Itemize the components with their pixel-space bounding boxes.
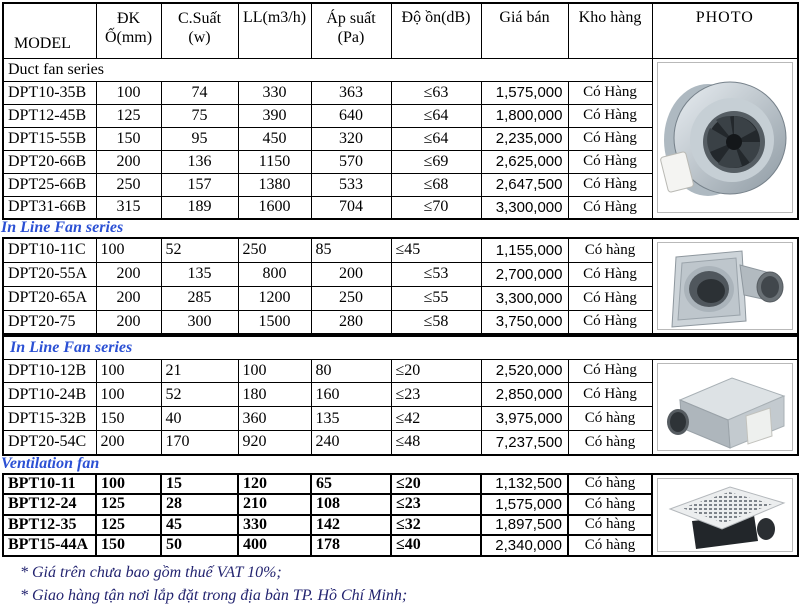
spec-cell: 640 — [311, 104, 391, 127]
centrifugal-duct-fan-icon — [658, 64, 792, 211]
col-header-line: Ố(mm) — [104, 29, 153, 46]
spec-cell: 920 — [238, 431, 311, 455]
col-header-price: Giá bán — [481, 3, 568, 58]
model-cell: BPT12-35 — [3, 515, 96, 536]
stock-cell: Có hàng — [568, 515, 652, 536]
spec-cell: ≤64 — [391, 104, 481, 127]
model-cell: DPT20-66B — [3, 150, 96, 173]
spec-cell: ≤23 — [391, 494, 481, 515]
spec-cell: 74 — [161, 81, 238, 104]
spec-cell: 50 — [161, 535, 238, 556]
spec-cell: 136 — [161, 150, 238, 173]
spec-cell: 100 — [96, 383, 161, 407]
col-header-diameter — [96, 3, 161, 58]
price-cell: 3,300,000 — [481, 286, 568, 310]
spec-cell: 180 — [238, 383, 311, 407]
section-title-inline-fan-2: In Line Fan series — [3, 336, 798, 359]
model-cell: DPT15-32B — [3, 407, 96, 431]
spec-cell: 52 — [161, 238, 238, 262]
spec-cell: 704 — [311, 196, 391, 219]
price-cell: 2,647,500 — [481, 173, 568, 196]
spec-cell: 52 — [161, 383, 238, 407]
col-header-line: (Pa) — [337, 29, 365, 46]
model-cell: DPT31-66B — [3, 196, 96, 219]
stock-cell: Có Hàng — [568, 196, 652, 219]
price-cell: 1,575,000 — [481, 81, 568, 104]
col-header-noise: Độ ồn(dB) — [391, 3, 481, 58]
stock-cell: Có hàng — [568, 407, 652, 431]
spec-cell: 200 — [96, 431, 161, 455]
price-cell: 1,155,000 — [481, 238, 568, 262]
stock-cell: Có hàng — [568, 431, 652, 455]
ceiling-ventilation-fan-icon — [658, 479, 792, 551]
col-header-pressure — [311, 3, 391, 58]
spec-cell: 200 — [96, 310, 161, 334]
stock-cell: Có hàng — [568, 238, 652, 262]
photo-cell — [652, 238, 798, 334]
cabinet-inline-fan-icon — [658, 364, 792, 450]
section-title-row — [3, 58, 798, 81]
spec-cell: 800 — [238, 262, 311, 286]
spec-cell: 250 — [311, 286, 391, 310]
spec-cell: 160 — [311, 383, 391, 407]
spec-cell: 21 — [161, 359, 238, 383]
price-cell: 2,850,000 — [481, 383, 568, 407]
model-cell: DPT10-24B — [3, 383, 96, 407]
col-header-airflow: LL(m3/h) — [238, 3, 311, 58]
spec-cell: 285 — [161, 286, 238, 310]
spec-cell: 1600 — [238, 196, 311, 219]
spec-cell: 150 — [96, 127, 161, 150]
spec-cell: 142 — [311, 515, 391, 536]
col-header-line: C.Suất — [177, 10, 222, 27]
spec-cell: 100 — [96, 359, 161, 383]
spec-cell: 150 — [96, 535, 161, 556]
spec-cell: 178 — [311, 535, 391, 556]
spec-cell: 200 — [311, 262, 391, 286]
spec-cell: 363 — [311, 81, 391, 104]
note-delivery: * Giao hàng tận nơi lắp đặt trong địa bàn TP. Hồ Chí Minh; — [20, 586, 408, 604]
spec-cell: 1150 — [238, 150, 311, 173]
spec-cell: 157 — [161, 173, 238, 196]
model-cell: DPT12-45B — [3, 104, 96, 127]
spec-cell: 65 — [311, 474, 391, 495]
price-cell: 2,625,000 — [481, 150, 568, 173]
spec-cell: ≤69 — [391, 150, 481, 173]
col-header-model: MODEL — [3, 3, 96, 58]
price-cell: 3,975,000 — [481, 407, 568, 431]
price-cell: 2,520,000 — [481, 359, 568, 383]
product-row — [3, 474, 798, 495]
spec-cell: 100 — [96, 81, 161, 104]
spec-cell: 240 — [311, 431, 391, 455]
model-cell: DPT20-54C — [3, 431, 96, 455]
spec-cell: ≤58 — [391, 310, 481, 334]
cabinet-inline-fan-photo — [657, 363, 793, 451]
spec-cell: 250 — [238, 238, 311, 262]
note-vat: * Giá trên chưa bao gồm thuế VAT 10%; — [20, 563, 282, 581]
spec-cell: 280 — [311, 310, 391, 334]
inline-fan-series-table-2 — [2, 335, 799, 456]
model-cell: DPT20-75 — [3, 310, 96, 334]
centrifugal-duct-fan-photo — [657, 62, 793, 213]
spec-cell: 45 — [161, 515, 238, 536]
footer-notes — [20, 561, 800, 607]
spec-cell: 125 — [96, 494, 161, 515]
section-title-duct-fan: Duct fan series — [3, 58, 652, 81]
spec-cell: 200 — [96, 286, 161, 310]
spec-cell: ≤40 — [391, 535, 481, 556]
spec-cell: 135 — [311, 407, 391, 431]
stock-cell: Có hàng — [568, 535, 652, 556]
col-header-stock: Kho hàng — [568, 3, 652, 58]
spec-cell: ≤32 — [391, 515, 481, 536]
spec-cell: 125 — [96, 104, 161, 127]
price-cell: 2,235,000 — [481, 127, 568, 150]
spec-cell: 570 — [311, 150, 391, 173]
stock-cell: Có Hàng — [568, 359, 652, 383]
spec-cell: 150 — [96, 407, 161, 431]
col-header-line: ĐK — [116, 10, 141, 27]
spec-cell: ≤23 — [391, 383, 481, 407]
spec-cell: 210 — [238, 494, 311, 515]
spec-cell: ≤55 — [391, 286, 481, 310]
stock-cell: Có Hàng — [568, 262, 652, 286]
spec-cell: 135 — [161, 262, 238, 286]
spec-cell: 1200 — [238, 286, 311, 310]
inline-duct-fan-icon — [658, 243, 792, 329]
price-cell: 7,237,500 — [481, 431, 568, 455]
spec-cell: 80 — [311, 359, 391, 383]
product-row — [3, 359, 798, 383]
spec-cell: ≤53 — [391, 262, 481, 286]
spec-cell: 28 — [161, 494, 238, 515]
model-cell: DPT20-65A — [3, 286, 96, 310]
model-cell: BPT12-24 — [3, 494, 96, 515]
spec-cell: 189 — [161, 196, 238, 219]
col-header-line: (w) — [188, 29, 211, 46]
spec-cell: 85 — [311, 238, 391, 262]
spec-cell: ≤48 — [391, 431, 481, 455]
spec-cell: ≤45 — [391, 238, 481, 262]
price-cell: 1,800,000 — [481, 104, 568, 127]
spec-cell: ≤20 — [391, 474, 481, 495]
price-cell: 2,700,000 — [481, 262, 568, 286]
product-row — [3, 238, 798, 262]
col-header-photo: PHOTO — [652, 3, 798, 58]
spec-cell: 15 — [161, 474, 238, 495]
stock-cell: Có hàng — [568, 474, 652, 495]
spec-cell: ≤42 — [391, 407, 481, 431]
spec-cell: 100 — [96, 474, 161, 495]
spec-cell: 125 — [96, 515, 161, 536]
photo-cell — [652, 58, 798, 219]
stock-cell: Có Hàng — [568, 173, 652, 196]
spec-cell: 1500 — [238, 310, 311, 334]
spec-cell: 95 — [161, 127, 238, 150]
model-cell: DPT15-55B — [3, 127, 96, 150]
price-cell: 3,750,000 — [481, 310, 568, 334]
ceiling-ventilation-fan-photo — [657, 478, 793, 552]
model-cell: BPT15-44A — [3, 535, 96, 556]
spec-cell: 300 — [161, 310, 238, 334]
col-header-power — [161, 3, 238, 58]
stock-cell: Có hàng — [568, 494, 652, 515]
model-cell: DPT10-11C — [3, 238, 96, 262]
spec-cell: ≤70 — [391, 196, 481, 219]
duct-fan-series-table — [2, 2, 799, 220]
spec-cell: ≤20 — [391, 359, 481, 383]
inline-fan-series-table-1 — [2, 237, 799, 335]
stock-cell: Có Hàng — [568, 81, 652, 104]
spec-cell: 100 — [238, 359, 311, 383]
spec-cell: 200 — [96, 262, 161, 286]
column-header-row — [3, 3, 798, 58]
spec-cell: 400 — [238, 535, 311, 556]
model-cell: DPT20-55A — [3, 262, 96, 286]
section-heading-ventilation-fan: Ventilation fan — [1, 454, 100, 472]
ventilation-fan-table — [2, 473, 799, 557]
spec-cell: 450 — [238, 127, 311, 150]
stock-cell: Có Hàng — [568, 286, 652, 310]
spec-cell: ≤63 — [391, 81, 481, 104]
spec-cell: 108 — [311, 494, 391, 515]
price-cell: 2,340,000 — [481, 535, 568, 556]
spec-cell: 390 — [238, 104, 311, 127]
stock-cell: Có Hàng — [568, 150, 652, 173]
price-cell: 1,132,500 — [481, 474, 568, 495]
price-cell: 1,575,000 — [481, 494, 568, 515]
inline-duct-fan-photo — [657, 242, 793, 330]
price-cell: 1,897,500 — [481, 515, 568, 536]
section-title-row — [3, 336, 798, 359]
model-cell: DPT10-12B — [3, 359, 96, 383]
spec-cell: 100 — [96, 238, 161, 262]
spec-cell: 315 — [96, 196, 161, 219]
spec-cell: 330 — [238, 515, 311, 536]
col-header-line: Áp suất — [326, 10, 376, 27]
spec-cell: 75 — [161, 104, 238, 127]
spec-cell: 320 — [311, 127, 391, 150]
spec-cell: ≤68 — [391, 173, 481, 196]
spec-cell: 40 — [161, 407, 238, 431]
model-cell: BPT10-11 — [3, 474, 96, 495]
spec-cell: 330 — [238, 81, 311, 104]
spec-cell: 200 — [96, 150, 161, 173]
spec-cell: 250 — [96, 173, 161, 196]
photo-cell — [652, 359, 798, 455]
stock-cell: Có Hàng — [568, 104, 652, 127]
spec-cell: 170 — [161, 431, 238, 455]
spec-cell: 1380 — [238, 173, 311, 196]
stock-cell: Có Hàng — [568, 310, 652, 334]
photo-cell — [652, 474, 798, 556]
price-cell: 3,300,000 — [481, 196, 568, 219]
stock-cell: Có Hàng — [568, 127, 652, 150]
spec-cell: 533 — [311, 173, 391, 196]
spec-cell: 360 — [238, 407, 311, 431]
section-heading-inline-fan-1: In Line Fan series — [1, 219, 124, 236]
spec-cell: ≤64 — [391, 127, 481, 150]
spec-cell: 120 — [238, 474, 311, 495]
stock-cell: Có Hàng — [568, 383, 652, 407]
model-cell: DPT10-35B — [3, 81, 96, 104]
model-cell: DPT25-66B — [3, 173, 96, 196]
